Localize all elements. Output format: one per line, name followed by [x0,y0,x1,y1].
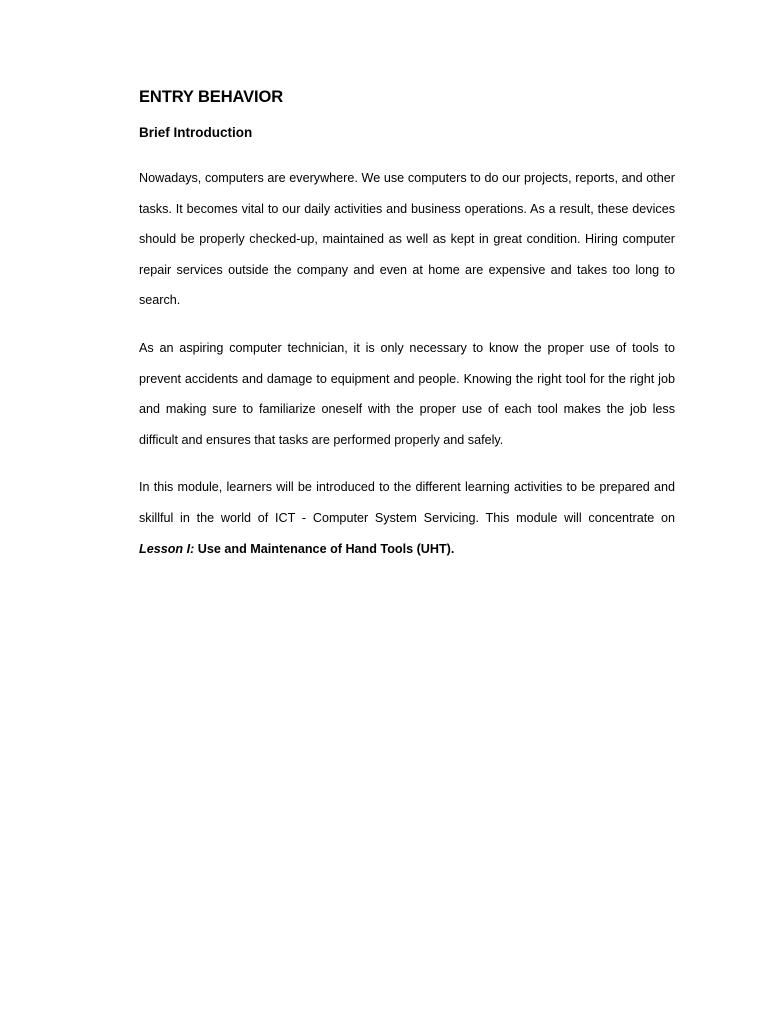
paragraph-intro: Nowadays, computers are everywhere. We use computers to do our projects, reports, and other tasks. It becomes vital to our daily activities and business operations. As a result, these devices should be properly checked-up, maintained as well as kept in great condition. Hiring computer repair services outside the company and even at home are expensive and takes too long to search. [139,171,675,308]
section-subtitle: Brief Introduction [139,125,253,140]
document-content [139,86,675,564]
paragraph-module [139,472,675,564]
paragraph-technician: As an aspiring computer technician, it is only necessary to know the proper use of tools to prevent accidents and damage to equipment and people. Knowing the right tool for the right job and making sure to familiarize oneself with the proper use of each tool makes the job less difficult and ensures that tasks are performed properly and safely. [139,340,675,447]
page-title: ENTRY BEHAVIOR [139,88,284,106]
lesson-title: Use and Maintenance of Hand Tools (UHT). [194,541,455,556]
lesson-label: Lesson I: [139,541,195,556]
paragraph-module-text: In this module, learners will be introduced to the different learning activities to be prepared and skillful in the world of ICT - Computer System Servicing. This module will concentrate on [139,480,675,525]
